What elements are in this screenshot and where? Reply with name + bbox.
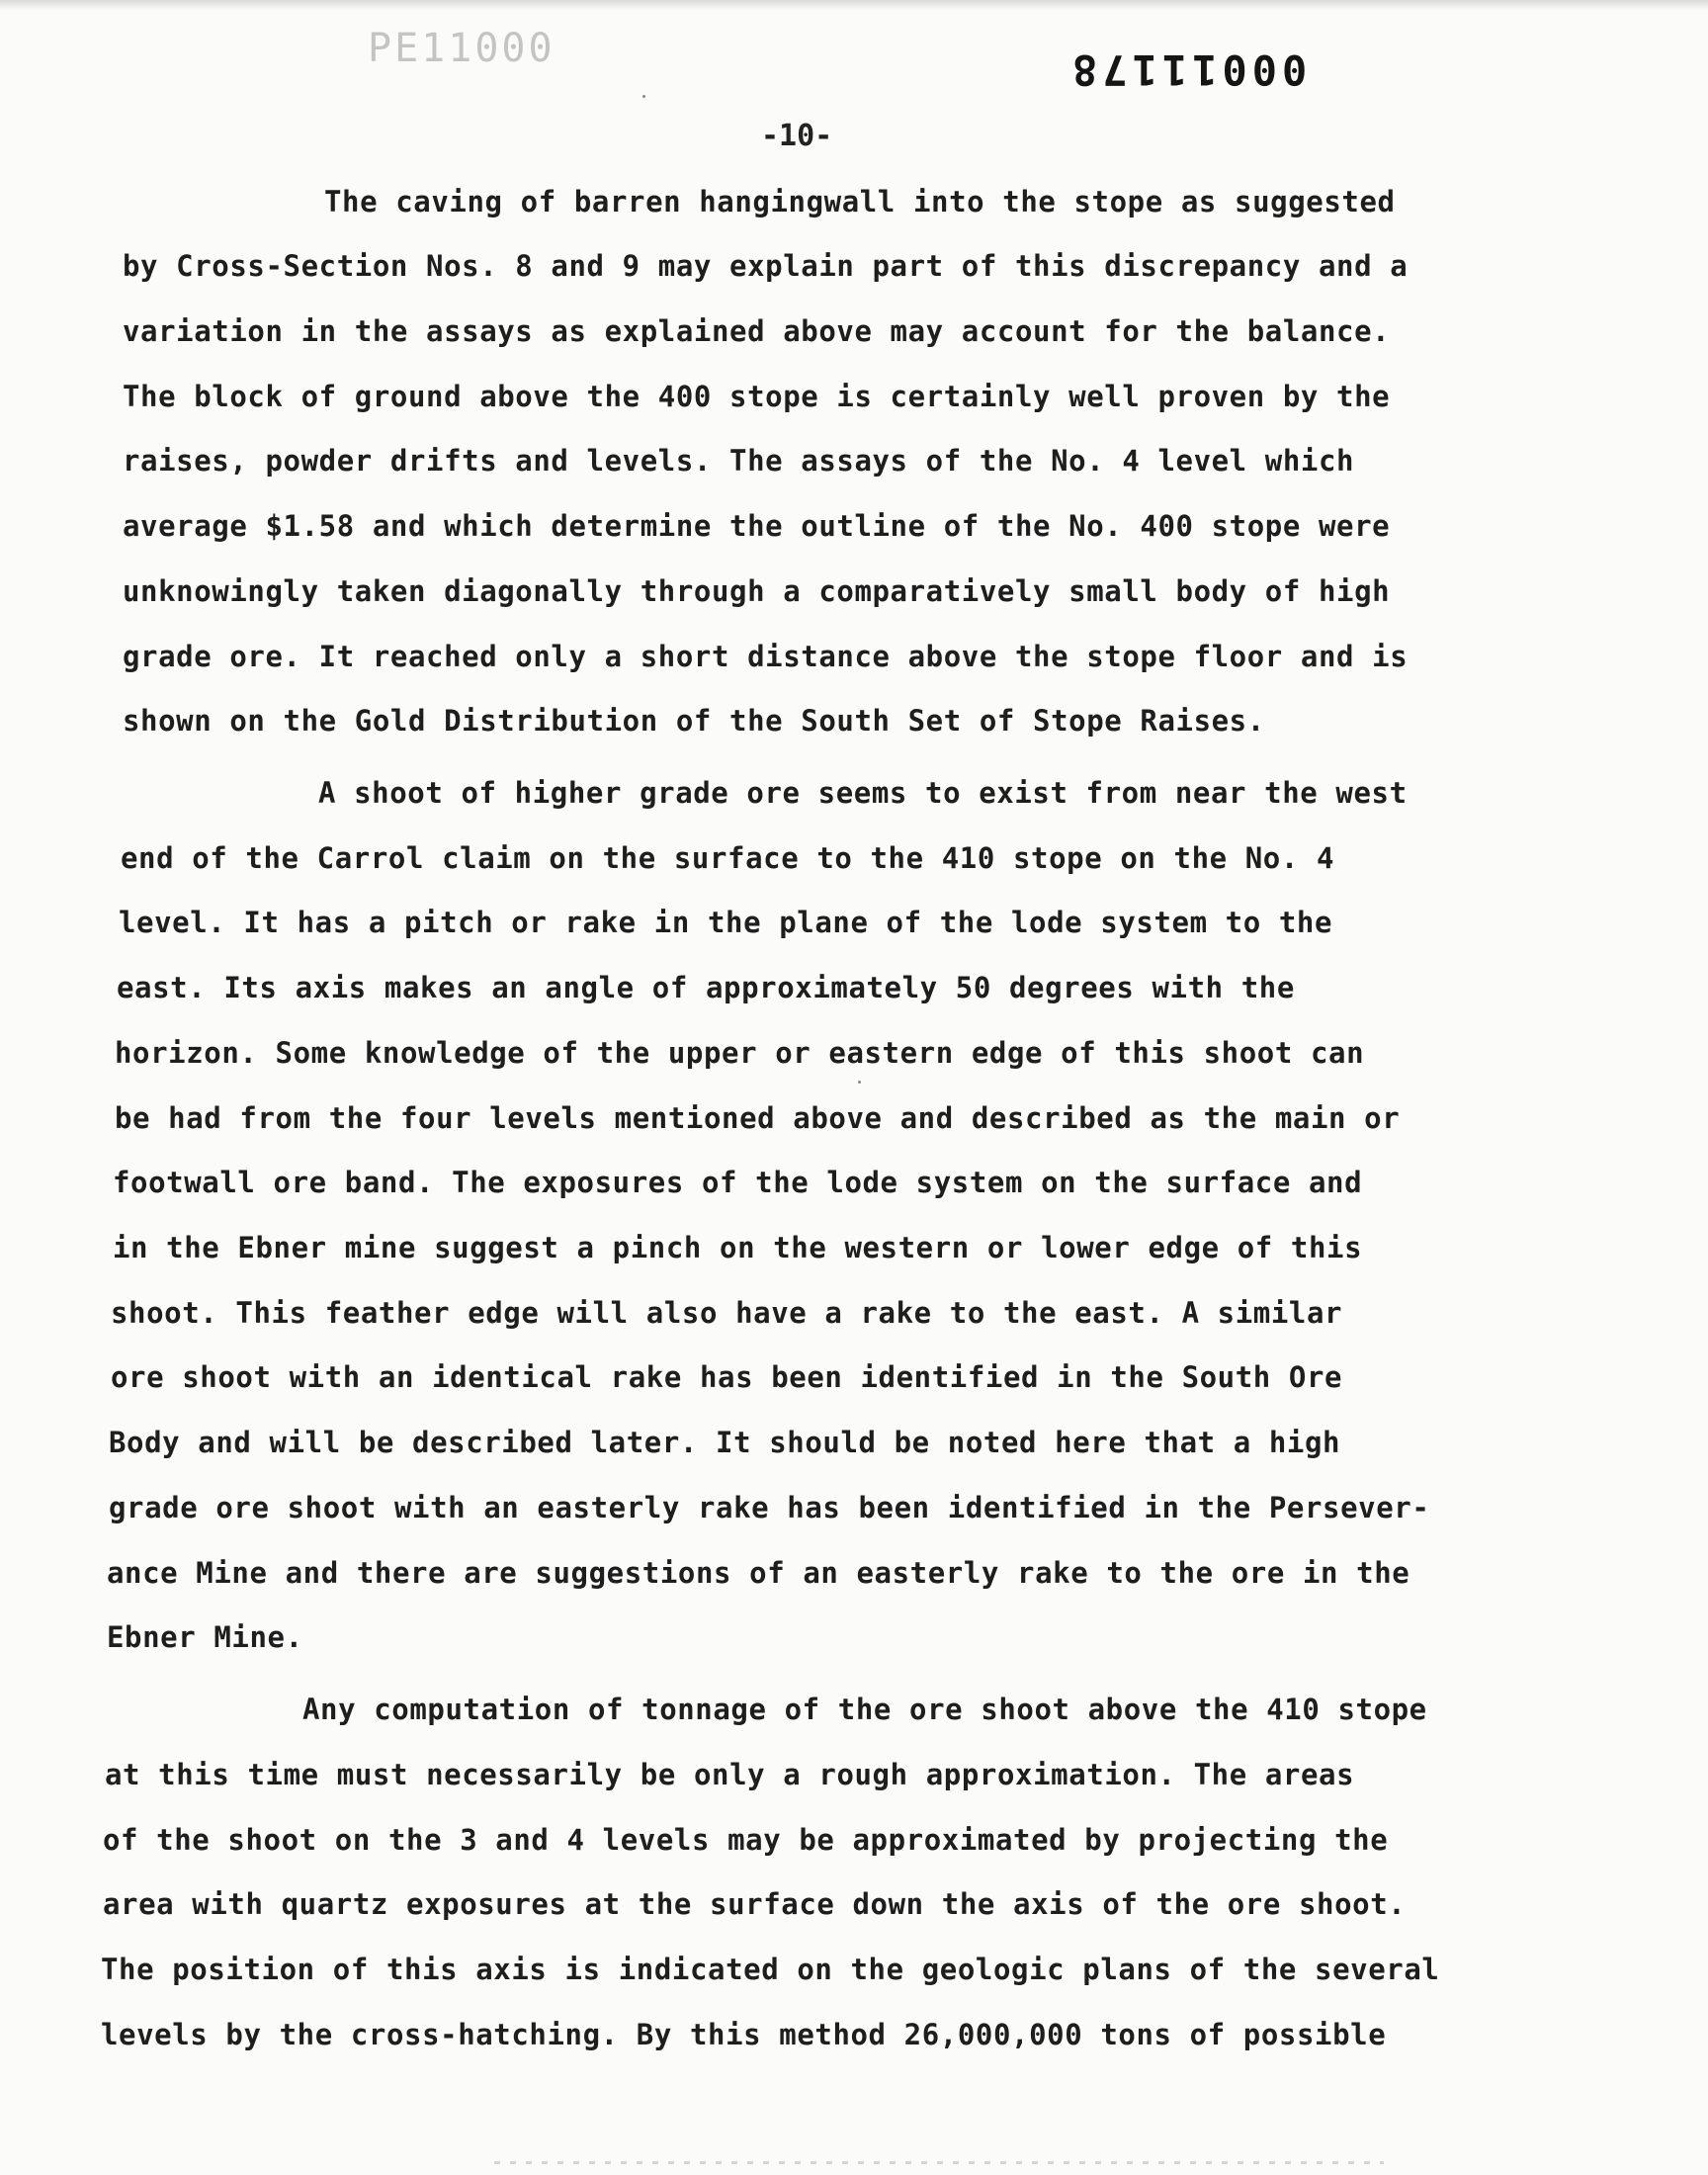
text-line: grade ore. It reached only a short distance above the stope floor and is — [123, 640, 1409, 673]
text-line: shoot. This feather edge will also have a rake to the east. A similar — [111, 1296, 1343, 1330]
text-line: of the shoot on the 3 and 4 levels may be approximated by projecting the — [103, 1823, 1389, 1857]
text-line: levels by the cross-hatching. By this method 26,000,000 tons of possible — [101, 2018, 1387, 2051]
text-line: The block of ground above the 400 stope is certainly well proven by the — [123, 380, 1391, 413]
scan-speck — [642, 95, 645, 98]
text-line: be had from the four levels mentioned above and described as the main or — [115, 1101, 1401, 1135]
text-line: by Cross-Section Nos. 8 and 9 may explain part of this discrepancy and a — [123, 249, 1409, 283]
text-line: ance Mine and there are suggestions of an easterly rake to the ore in the — [107, 1556, 1410, 1590]
text-line: A shoot of higher grade ore seems to exist from near the west — [318, 776, 1408, 810]
document-number-stamp: 00011178 — [1068, 45, 1308, 94]
text-line: in the Ebner mine suggest a pinch on the western or lower edge of this — [113, 1231, 1363, 1264]
text-line: Any computation of tonnage of the ore shoot above the 410 stope — [302, 1693, 1427, 1726]
text-line: east. Its axis makes an angle of approximately 50 degrees with the — [117, 971, 1295, 1004]
text-line: average $1.58 and which determine the outline of the No. 400 stope were — [123, 509, 1391, 543]
text-line: horizon. Some knowledge of the upper or eastern edge of this shoot can — [115, 1036, 1365, 1070]
text-line: Ebner Mine. — [107, 1620, 303, 1654]
text-line: The caving of barren hangingwall into the stope as suggested — [324, 185, 1396, 218]
text-line: end of the Carrol claim on the surface to the 410 stope on the No. 4 — [121, 841, 1335, 875]
text-line: The position of this axis is indicated on the geologic plans of the several — [101, 1953, 1440, 1986]
text-line: ore shoot with an identical rake has been identified in the South Ore — [111, 1360, 1343, 1394]
text-line: shown on the Gold Distribution of the South Set of Stope Raises. — [123, 704, 1265, 738]
scan-bottom-noise — [494, 2161, 1384, 2164]
text-line: raises, powder drifts and levels. The assays of the No. 4 level which — [123, 444, 1355, 478]
faded-document-stamp: PE11000 — [368, 26, 555, 71]
text-line: footwall ore band. The exposures of the lode system on the surface and — [113, 1166, 1363, 1199]
text-line: area with quartz exposures at the surface down the axis of the ore shoot. — [103, 1887, 1407, 1921]
text-line: grade ore shoot with an easterly rake has been identified in the Persever- — [109, 1491, 1430, 1524]
text-line: Body and will be described later. It should be noted here that a high — [109, 1426, 1341, 1459]
page-number: -10- — [761, 119, 833, 153]
text-line: variation in the assays as explained above may account for the balance. — [123, 314, 1391, 348]
text-line: level. It has a pitch or rake in the plane of the lode system to the — [119, 906, 1333, 939]
text-line: unknowingly taken diagonally through a comparatively small body of high — [123, 574, 1391, 608]
scan-top-edge — [0, 0, 1708, 10]
scan-speck — [858, 1081, 861, 1084]
text-line: at this time must necessarily be only a rough approximation. The areas — [105, 1758, 1355, 1791]
